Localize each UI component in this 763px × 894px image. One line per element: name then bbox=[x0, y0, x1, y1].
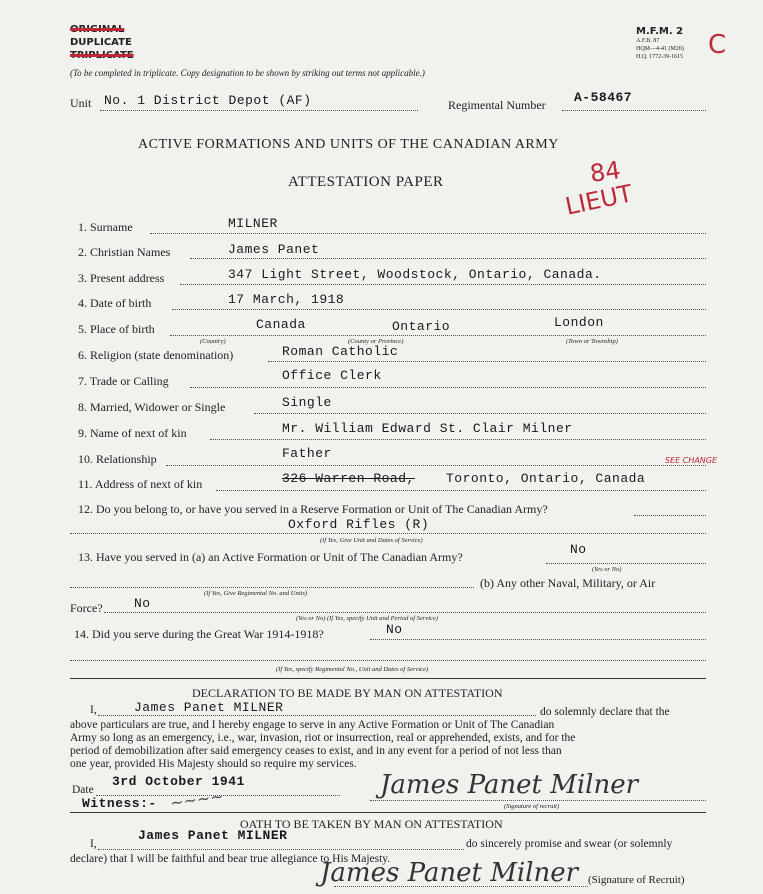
oath-title: OATH TO BE TAKEN BY MAN ON ATTESTATION bbox=[240, 817, 503, 831]
birth-date-value: 17 March, 1918 bbox=[228, 292, 345, 307]
field-label: 6. Religion (state denomination) bbox=[78, 348, 234, 362]
sub-label: (If Yes, Give Unit and Dates of Service) bbox=[320, 537, 423, 544]
trade-value: Office Clerk bbox=[282, 368, 382, 383]
declaration-text: above particulars are true, and I hereby engage to serve in any Active Formation or Unit of The Canadian bbox=[70, 719, 555, 731]
regimental-value: A-58467 bbox=[574, 90, 633, 105]
regimental-label: Regimental Number bbox=[448, 98, 546, 112]
declaration-text: period of demobilization after said emergency ceases to exist, and in any event for a period of not less than bbox=[70, 745, 562, 757]
marital-value: Single bbox=[282, 395, 332, 410]
q12-value: Oxford Rifles (R) bbox=[288, 517, 430, 532]
declaration-name: James Panet MILNER bbox=[134, 700, 284, 715]
instruction: (To be completed in triplicate. Copy designation to be shown by striking out terms not applicable.) bbox=[70, 68, 425, 78]
handwritten-mark: C bbox=[708, 30, 727, 60]
title-attestation: ATTESTATION PAPER bbox=[288, 174, 444, 190]
force-value: No bbox=[134, 596, 151, 611]
sub-label: (Yes or No) bbox=[592, 566, 622, 573]
oath-i: I, bbox=[90, 838, 97, 850]
form-code: M.F.M. 2 bbox=[636, 26, 684, 37]
declaration-text: one year, provided His Majesty should so require my services. bbox=[70, 758, 357, 770]
declaration-i: I, bbox=[90, 704, 97, 716]
birth-town: London bbox=[554, 315, 604, 330]
unit-value: No. 1 District Depot (AF) bbox=[104, 93, 312, 108]
q13-label: 13. Have you served in (a) an Active Formation or Unit of The Canadian Army? bbox=[78, 550, 463, 564]
christian-names-value: James Panet bbox=[228, 242, 320, 257]
oath-signature: James Panet Milner bbox=[320, 858, 579, 888]
declaration-date: 3rd October 1941 bbox=[112, 774, 245, 789]
kin-address-struck: 326 Warren Road, bbox=[282, 471, 415, 486]
field-label: 10. Relationship bbox=[78, 452, 157, 466]
form-code-line: A.F.B. 87 bbox=[636, 38, 660, 44]
copy-duplicate: DUPLICATE bbox=[70, 37, 132, 48]
declaration-title: DECLARATION TO BE MADE BY MAN ON ATTESTATION bbox=[192, 686, 503, 700]
sub-label: (Town or Township) bbox=[566, 338, 618, 345]
field-label: 8. Married, Widower or Single bbox=[78, 400, 226, 414]
field-label: 4. Date of birth bbox=[78, 296, 152, 310]
title-formations: ACTIVE FORMATIONS AND UNITS OF THE CANADIAN ARMY bbox=[138, 137, 559, 152]
unit-label: Unit bbox=[70, 96, 92, 110]
field-label: 11. Address of next of kin bbox=[78, 477, 203, 491]
sub-label: (Yes or No) (If Yes, specify Unit and Period of Service) bbox=[296, 615, 438, 622]
field-label: 5. Place of birth bbox=[78, 322, 155, 336]
q14-value: No bbox=[386, 622, 403, 637]
sub-label: (County or Province) bbox=[348, 338, 404, 345]
witness-label: Witness:- bbox=[82, 796, 157, 811]
form-code-line: H.Q. 1772-39-1615 bbox=[636, 54, 684, 60]
field-label: 3. Present address bbox=[78, 271, 165, 285]
declaration-text: do solemnly declare that the bbox=[540, 706, 670, 718]
q14-label: 14. Did you serve during the Great War 1914-1918? bbox=[74, 627, 324, 641]
witness-signature: ~~~~ bbox=[168, 786, 225, 813]
surname-value: MILNER bbox=[228, 216, 278, 231]
declaration-text: Army so long as an emergency, i.e., war, invasion, riot or insurrection, real or apprehended, exists, and for the bbox=[70, 732, 576, 744]
sub-label: (Signature of recruit) bbox=[504, 803, 560, 810]
relationship-value: Father bbox=[282, 446, 332, 461]
copy-triplicate: TRIPLICATE bbox=[70, 50, 134, 61]
field-label: 9. Name of next of kin bbox=[78, 426, 187, 440]
sub-label: (If Yes, Give Regimental No. and Units) bbox=[204, 590, 308, 597]
annotation-change: SEE CHANGE bbox=[665, 456, 718, 465]
annotation-number: 84 bbox=[588, 156, 623, 188]
birth-province: Ontario bbox=[392, 319, 451, 334]
q13-value: No bbox=[570, 542, 587, 557]
next-of-kin-value: Mr. William Edward St. Clair Milner bbox=[282, 421, 573, 436]
field-label: 1. Surname bbox=[78, 220, 133, 234]
q13b-label: (b) Any other Naval, Military, or Air bbox=[480, 576, 656, 590]
date-label: Date bbox=[72, 784, 94, 796]
religion-value: Roman Catholic bbox=[282, 344, 399, 359]
force-label: Force? bbox=[70, 601, 103, 615]
sub-label: (If Yes, specify Regimental No., Unit and Dates of Service) bbox=[276, 666, 429, 673]
copy-original: ORIGINAL bbox=[70, 24, 125, 35]
recruit-signature: James Panet Milner bbox=[380, 770, 639, 800]
field-label: 2. Christian Names bbox=[78, 245, 171, 259]
kin-address-value: Toronto, Ontario, Canada bbox=[446, 471, 646, 486]
oath-text: do sincerely promise and swear (or solemnly bbox=[466, 838, 673, 850]
oath-sig-label: (Signature of Recruit) bbox=[588, 874, 685, 886]
q12-label: 12. Do you belong to, or have you served in a Reserve Formation or Unit of The Canadian Army? bbox=[78, 502, 548, 516]
field-label: 7. Trade or Calling bbox=[78, 374, 169, 388]
form-code-line: HQM—4-41 (M20) bbox=[636, 46, 684, 52]
birth-country: Canada bbox=[256, 317, 306, 332]
oath-text: declare) that I will be faithful and bear true allegiance to His Majesty. bbox=[70, 853, 391, 865]
oath-name: James Panet MILNER bbox=[138, 828, 288, 843]
annotation-rank: LIEUT bbox=[562, 179, 636, 221]
sub-label: (Country) bbox=[200, 338, 226, 345]
address-value: 347 Light Street, Woodstock, Ontario, Canada. bbox=[228, 267, 602, 282]
